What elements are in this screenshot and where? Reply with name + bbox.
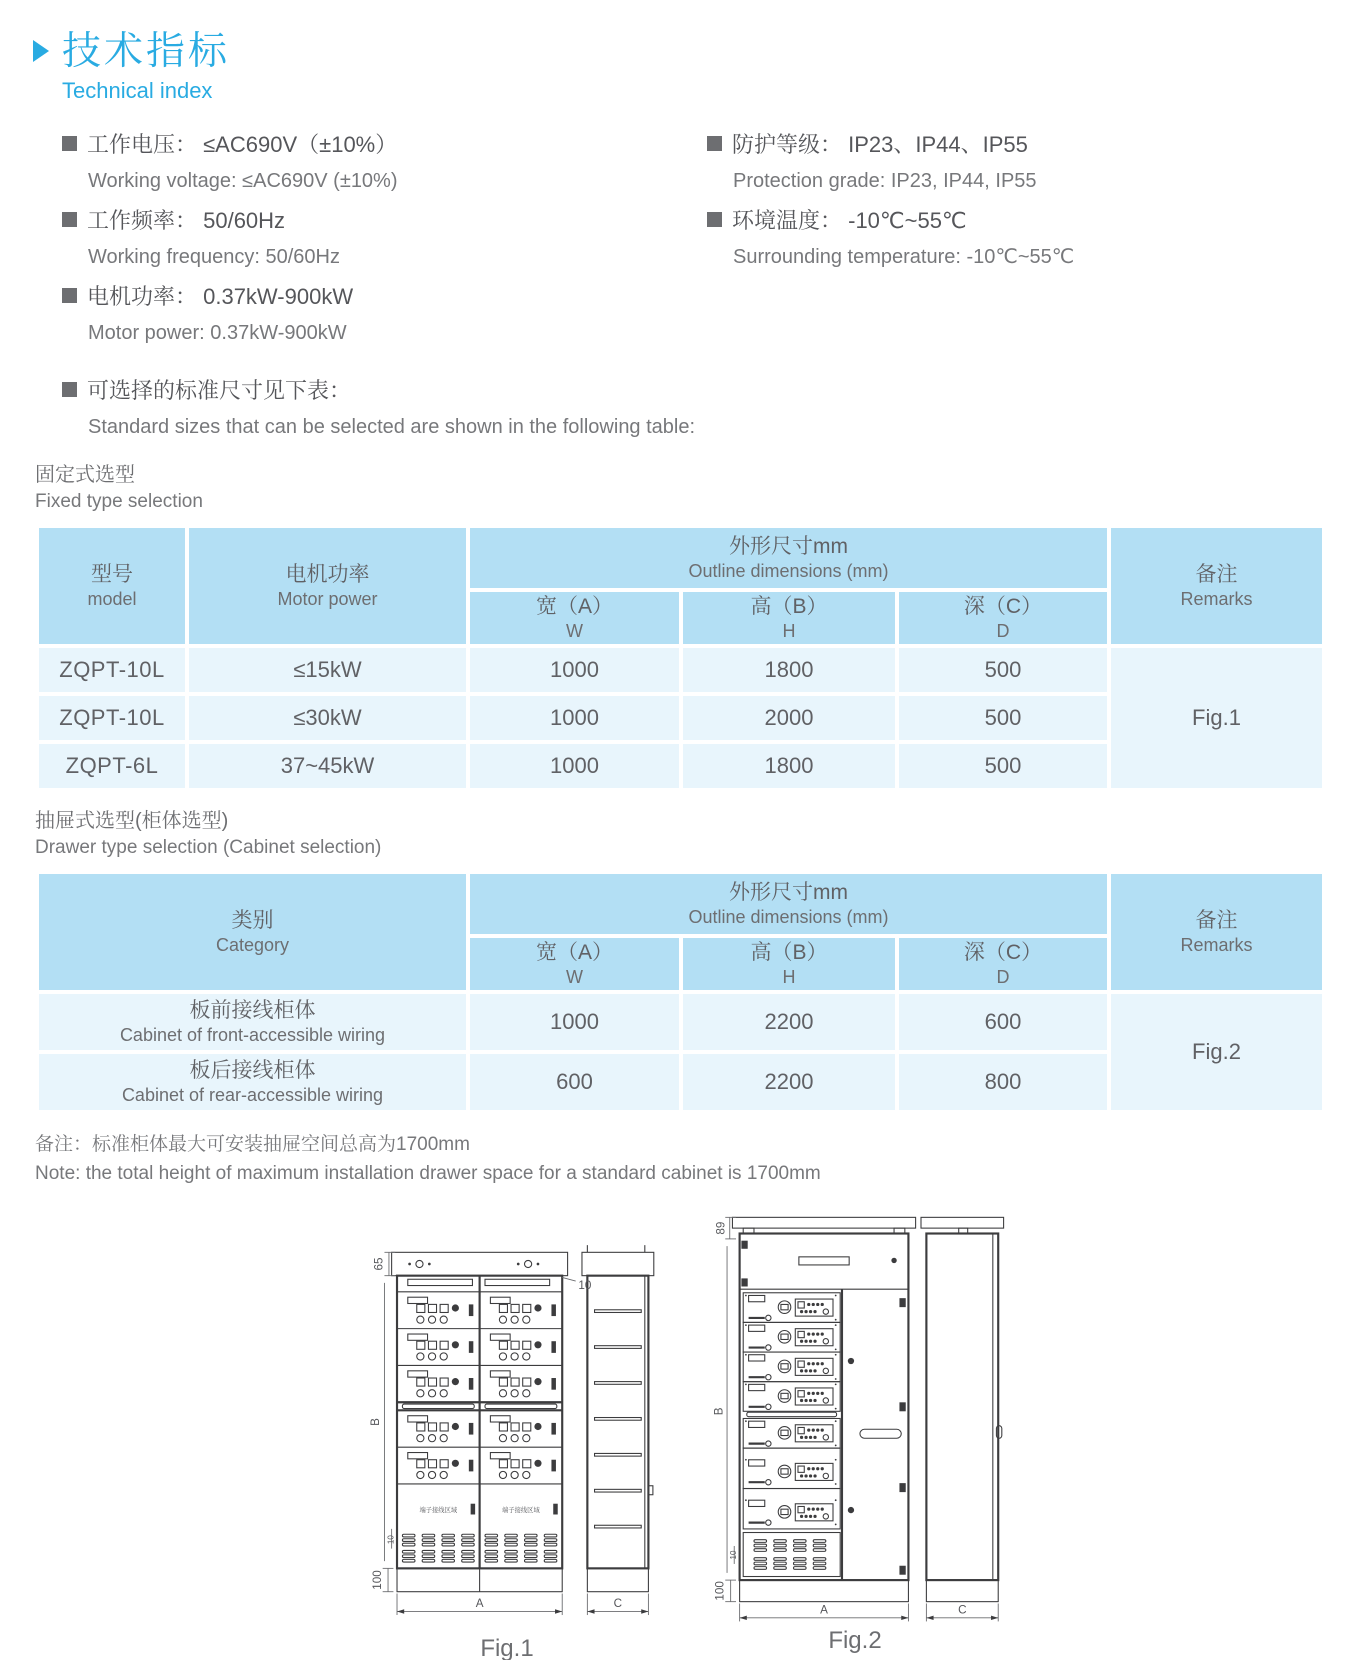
cell-w: 1000 bbox=[468, 694, 681, 742]
header-en: H bbox=[782, 621, 796, 641]
spec-zh-text: 工作电压： ≤AC690V（±10%） bbox=[87, 131, 398, 157]
fig1-dim-small: 10 bbox=[386, 1535, 396, 1545]
header-remarks bbox=[1109, 872, 1324, 992]
fig2-caption: Fig.2 bbox=[828, 1627, 882, 1654]
fig1-terminal-label: 端子接线区域 bbox=[419, 1506, 458, 1514]
cell-zh: 板后接线柜体 bbox=[189, 1059, 316, 1082]
cell-category bbox=[37, 992, 468, 1052]
spec-item-voltage bbox=[62, 124, 707, 200]
cell-h: 1800 bbox=[681, 742, 897, 790]
cell-w: 1000 bbox=[468, 742, 681, 790]
footnote-en: Note: the total height of maximum installation drawer space for a standard cabinet is 1700mm bbox=[35, 1163, 821, 1184]
spec-en-text: Surrounding temperature: -10℃~55℃ bbox=[733, 246, 1075, 268]
cell-model: ZQPT-10L bbox=[37, 694, 187, 742]
drawer-type-table bbox=[35, 870, 1326, 1114]
spec-en-text: Standard sizes that can be selected are shown in the following table: bbox=[88, 416, 696, 438]
section-title-en: Fixed type selection bbox=[35, 491, 203, 512]
spec-zh-text: 电机功率： 0.37kW-900kW bbox=[87, 283, 354, 309]
arrow-icon bbox=[33, 40, 49, 62]
header-remarks bbox=[1109, 526, 1324, 646]
header-motor-power bbox=[187, 526, 468, 646]
page-header bbox=[0, 0, 1357, 74]
cell-w: 1000 bbox=[468, 646, 681, 694]
fig1-dim-top-right: 10 bbox=[578, 1279, 592, 1293]
footnote-zh: 备注：标准柜体最大可安装抽屉空间总高为1700mm bbox=[35, 1134, 470, 1155]
figure-1 bbox=[352, 1220, 662, 1660]
table-row bbox=[37, 992, 1324, 1052]
cell-h: 1800 bbox=[681, 646, 897, 694]
fig2-cabinet-drawing bbox=[700, 1194, 1010, 1625]
cell-h: 2200 bbox=[681, 1052, 897, 1112]
cell-d: 500 bbox=[897, 742, 1109, 790]
spec-zh-text: 工作频率： 50/60Hz bbox=[87, 207, 286, 233]
square-bullet-icon bbox=[62, 288, 77, 303]
spec-list bbox=[62, 124, 1357, 446]
header-outline-dimensions bbox=[468, 872, 1109, 936]
header-zh: 高（B） bbox=[750, 595, 828, 618]
cell-remark: Fig.1 bbox=[1109, 646, 1324, 790]
fig2-dim-top: 89 bbox=[714, 1221, 728, 1235]
cell-category bbox=[37, 1052, 468, 1112]
section-drawer-type bbox=[35, 808, 1357, 862]
cell-en: Cabinet of rear-accessible wiring bbox=[121, 1085, 384, 1105]
header-en: D bbox=[996, 621, 1010, 641]
cell-en: Cabinet of front-accessible wiring bbox=[119, 1025, 386, 1045]
spec-column-right bbox=[707, 124, 1074, 446]
header-en: D bbox=[996, 967, 1010, 987]
spec-zh-text: 防护等级： IP23、IP44、IP55 bbox=[732, 131, 1028, 157]
fig1-dim-top: 65 bbox=[372, 1257, 386, 1271]
header-zh: 备注 bbox=[1195, 563, 1238, 586]
header-height bbox=[681, 936, 897, 992]
fig2-dim-height: B bbox=[712, 1407, 726, 1416]
header-en: Remarks bbox=[1180, 589, 1253, 609]
header-depth bbox=[897, 936, 1109, 992]
cell-h: 2200 bbox=[681, 992, 897, 1052]
header-depth bbox=[897, 590, 1109, 646]
cell-w: 1000 bbox=[468, 992, 681, 1052]
fig1-dim-width: A bbox=[475, 1596, 484, 1610]
header-zh: 高（B） bbox=[750, 941, 828, 964]
cell-d: 600 bbox=[897, 992, 1109, 1052]
cell-d: 500 bbox=[897, 646, 1109, 694]
fig1-dim-height: B bbox=[369, 1418, 383, 1426]
header-category bbox=[37, 872, 468, 992]
spec-column-left bbox=[62, 124, 707, 446]
header-zh: 备注 bbox=[1195, 909, 1238, 932]
spec-en-text: Working voltage: ≤AC690V (±10%) bbox=[88, 170, 398, 192]
header-zh: 深（C） bbox=[963, 941, 1043, 964]
header-zh: 宽（A） bbox=[535, 595, 613, 618]
table-row bbox=[37, 646, 1324, 694]
spec-item-temperature bbox=[707, 200, 1074, 276]
header-en: Category bbox=[215, 935, 290, 955]
fig2-dim-base: 100 bbox=[713, 1581, 727, 1601]
fig1-dim-depth: C bbox=[613, 1596, 623, 1610]
fig2-dim-depth: C bbox=[958, 1603, 967, 1617]
cell-zh: 板前接线柜体 bbox=[189, 999, 316, 1022]
cell-d: 800 bbox=[897, 1052, 1109, 1112]
cell-model: ZQPT-6L bbox=[37, 742, 187, 790]
section-fixed-type bbox=[35, 462, 1357, 516]
header-zh: 深（C） bbox=[963, 595, 1043, 618]
spec-en-text: Working frequency: 50/60Hz bbox=[88, 246, 340, 268]
spec-en-text: Protection grade: IP23, IP44, IP55 bbox=[733, 170, 1037, 192]
cell-power: ≤15kW bbox=[187, 646, 468, 694]
spec-item-motor-power bbox=[62, 276, 707, 352]
cell-d: 500 bbox=[897, 694, 1109, 742]
fig2-dim-small: 10 bbox=[729, 1550, 739, 1560]
square-bullet-icon bbox=[62, 382, 77, 397]
fig1-cabinet-drawing bbox=[352, 1220, 662, 1633]
fig1-caption: Fig.1 bbox=[480, 1635, 534, 1660]
header-zh: 型号 bbox=[91, 563, 133, 586]
header-en: W bbox=[566, 967, 583, 987]
footnote bbox=[35, 1130, 1357, 1188]
cell-remark: Fig.2 bbox=[1109, 992, 1324, 1112]
fig1-terminal-label: 端子接线区域 bbox=[502, 1506, 540, 1514]
fixed-type-table bbox=[35, 524, 1326, 792]
spec-item-standard-sizes bbox=[62, 370, 707, 446]
header-en: H bbox=[782, 967, 796, 987]
cell-power: ≤30kW bbox=[187, 694, 468, 742]
header-width bbox=[468, 590, 681, 646]
header-en: Remarks bbox=[1180, 935, 1253, 955]
header-en: W bbox=[566, 621, 583, 641]
header-zh: 外形尺寸mm bbox=[729, 535, 848, 558]
fig1-dim-base: 100 bbox=[370, 1570, 384, 1590]
header-zh: 电机功率 bbox=[285, 563, 370, 586]
header-zh: 类别 bbox=[231, 909, 274, 932]
cell-h: 2000 bbox=[681, 694, 897, 742]
section-title-en: Drawer type selection (Cabinet selection) bbox=[35, 837, 382, 858]
header-outline-dimensions bbox=[468, 526, 1109, 590]
header-model bbox=[37, 526, 187, 646]
header-zh: 外形尺寸mm bbox=[729, 881, 848, 904]
square-bullet-icon bbox=[62, 136, 77, 151]
header-en: model bbox=[87, 589, 137, 609]
cell-model: ZQPT-10L bbox=[37, 646, 187, 694]
fig2-dim-width: A bbox=[820, 1603, 828, 1617]
header-en: Motor power bbox=[277, 589, 378, 609]
square-bullet-icon bbox=[707, 136, 722, 151]
spec-item-frequency bbox=[62, 200, 707, 276]
spec-item-protection-grade bbox=[707, 124, 1074, 200]
figure-2 bbox=[700, 1194, 1010, 1660]
square-bullet-icon bbox=[707, 212, 722, 227]
cell-w: 600 bbox=[468, 1052, 681, 1112]
section-title-zh: 固定式选型 bbox=[35, 464, 135, 486]
cell-power: 37~45kW bbox=[187, 742, 468, 790]
figures-row bbox=[352, 1194, 1357, 1660]
header-en: Outline dimensions (mm) bbox=[688, 907, 889, 927]
header-width bbox=[468, 936, 681, 992]
spec-zh-text: 环境温度： -10℃~55℃ bbox=[732, 207, 967, 233]
page-title: 技术指标 bbox=[62, 30, 231, 73]
header-height bbox=[681, 590, 897, 646]
section-title-zh: 抽屉式选型(柜体选型) bbox=[35, 810, 229, 832]
spec-en-text: Motor power: 0.37kW-900kW bbox=[88, 322, 347, 344]
page-subtitle: Technical index bbox=[62, 78, 213, 103]
spec-zh-text: 可选择的标准尺寸见下表： bbox=[87, 377, 352, 403]
header-en: Outline dimensions (mm) bbox=[688, 561, 889, 581]
header-zh: 宽（A） bbox=[535, 941, 613, 964]
square-bullet-icon bbox=[62, 212, 77, 227]
